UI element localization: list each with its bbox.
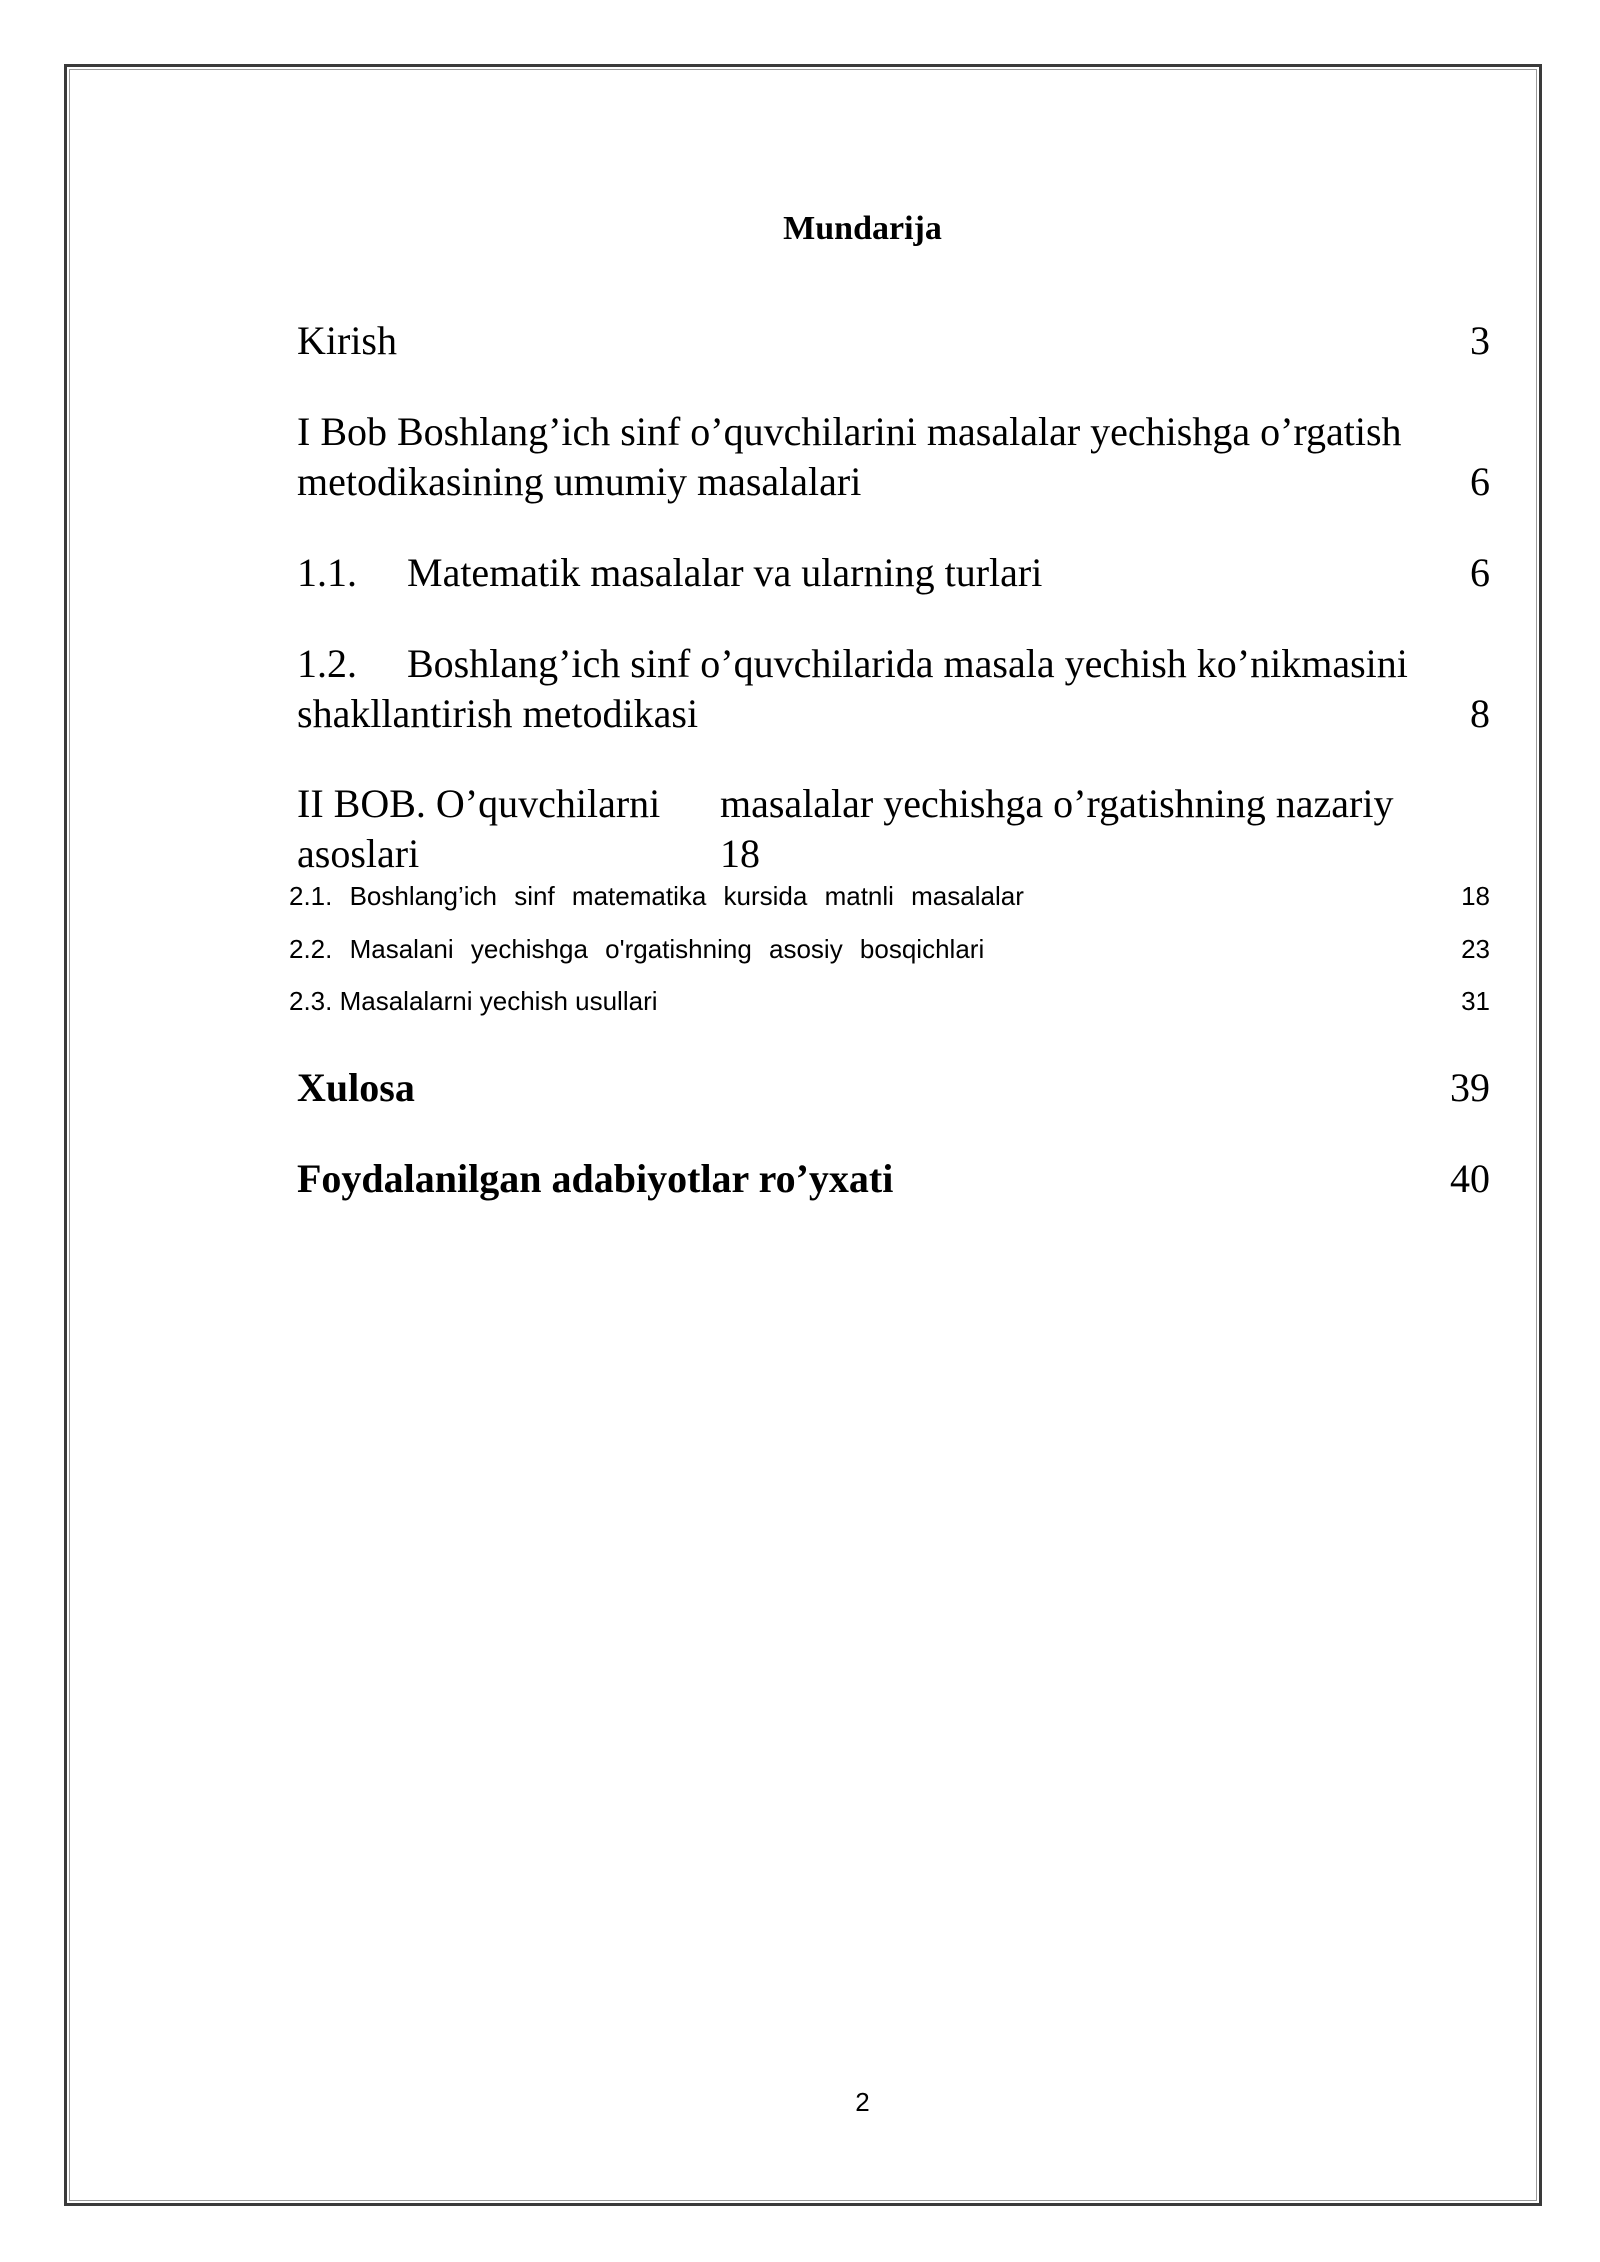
toc-label-part2: masalalar yechishga o’rgatishning nazariy <box>720 781 1394 826</box>
toc-label-wrap <box>297 548 1042 598</box>
toc-entry-2-2 <box>289 933 1490 965</box>
toc-number: 1.1. <box>297 550 357 595</box>
toc-line2 <box>297 457 1490 507</box>
toc-page: 40 <box>1450 1156 1490 1201</box>
toc-page: 6 <box>1470 459 1490 504</box>
toc-page: 6 <box>1470 550 1490 595</box>
toc-label-line2: metodikasining umumiy masalalari <box>297 459 862 504</box>
toc-label-part1: II BOB. O’quvchilarni <box>297 781 661 826</box>
page-border-inner <box>69 69 1537 2201</box>
toc-label: Foydalanilgan adabiyotlar ro’yxati <box>297 1156 894 1201</box>
toc-line1 <box>297 639 1490 689</box>
toc-page: 3 <box>1470 318 1490 363</box>
toc-entry-2-3 <box>289 985 1490 1017</box>
toc-entry-bob1 <box>297 407 1490 507</box>
toc-label: 2.3. Masalalarni yechish usullari <box>289 986 658 1016</box>
toc-page: 18 <box>720 831 760 876</box>
toc-label: Kirish <box>297 318 397 363</box>
toc-label-line2: shakllantirish metodikasi <box>297 691 699 736</box>
toc-label: Xulosa <box>297 1065 415 1110</box>
toc-entry-bob2 <box>297 779 1490 879</box>
toc-number: 1.2. <box>297 641 357 686</box>
toc-page: 31 <box>1461 986 1490 1016</box>
toc-entry-1-2 <box>297 639 1490 739</box>
toc-label-line2: asoslari <box>297 831 420 876</box>
toc-entry-kirish <box>297 316 1490 366</box>
toc-label: 2.2. Masalani yechishga o'rgatishning asosiy bosqichlari <box>289 934 985 964</box>
page-number: 2 <box>855 2087 870 2117</box>
toc-entry-xulosa <box>297 1063 1490 1113</box>
toc-page: 39 <box>1450 1065 1490 1110</box>
toc-label: Matematik masalalar va ularning turlari <box>407 550 1043 595</box>
toc-page: 23 <box>1461 934 1490 964</box>
toc-label-line1: I Bob Boshlang’ich sinf o’quvchilarini masalalar yechishga o’rgatish <box>297 409 1402 454</box>
toc-line2 <box>297 689 1490 739</box>
toc-page: 18 <box>1461 881 1490 911</box>
toc-entry-2-1 <box>289 880 1490 912</box>
toc-label-line1: Boshlang’ich sinf o’quvchilarida masala yechish ko’nikmasini <box>407 641 1408 686</box>
toc-page: 8 <box>1470 691 1490 736</box>
toc-label: 2.1. Boshlang’ich sinf matematika kursida matnli masalalar <box>289 881 1024 911</box>
toc-entry-adabiyot <box>297 1154 1490 1204</box>
page-title: Mundarija <box>783 210 942 247</box>
toc-entry-1-1 <box>297 548 1490 598</box>
